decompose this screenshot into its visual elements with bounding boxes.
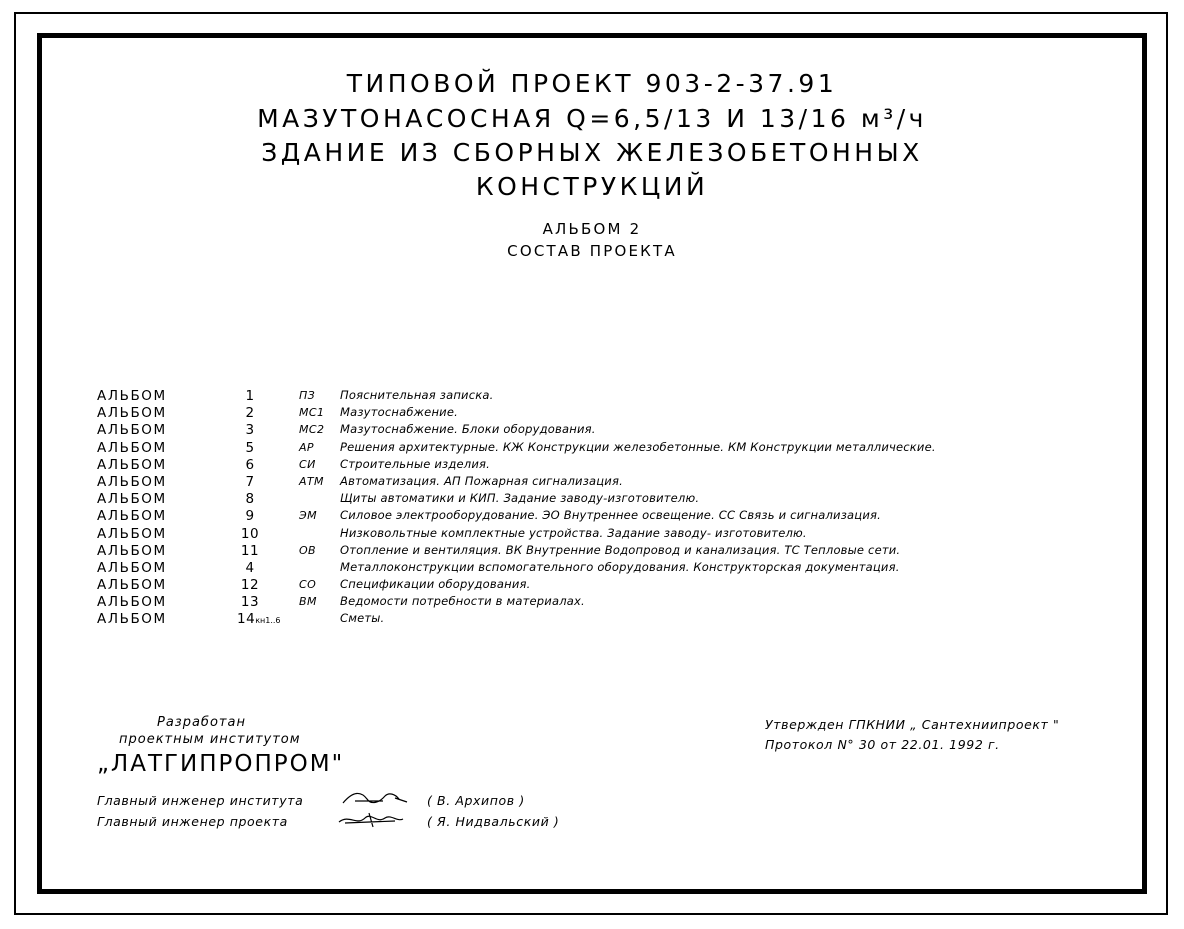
signature-mark-icon xyxy=(335,810,425,830)
album-description: Мазутоснабжение. xyxy=(340,405,458,420)
album-description: Щиты автоматики и КИП. Задание заводу-изготовителю. xyxy=(340,491,700,506)
album-description: Металлоконструкции вспомогательного оборудования. Конструкторская документация. xyxy=(340,559,900,574)
album-description: Решения архитектурные. КЖ Конструкции железобетонные. КМ Конструкции металлические. xyxy=(340,439,936,454)
album-word: АЛЬБОМ xyxy=(97,491,167,508)
signature-title: Главный инженер проекта xyxy=(97,814,288,829)
album-number-cell: 7 xyxy=(245,473,255,490)
list-item xyxy=(97,594,1117,611)
album-code: ПЗ xyxy=(299,389,316,402)
album-subtitle: СОСТАВ ПРОЕКТА xyxy=(507,242,677,260)
album-heading xyxy=(47,218,1137,262)
list-item xyxy=(97,491,1117,508)
list-item xyxy=(97,543,1117,560)
album-description: Сметы. xyxy=(340,611,385,626)
sheet-content xyxy=(47,43,1137,884)
album-number-cell: 3 xyxy=(245,422,255,439)
list-item xyxy=(97,405,1117,422)
album-word: АЛЬБОМ xyxy=(97,611,167,628)
signature-name: ( В. Архипов ) xyxy=(427,793,525,808)
album-number-cell: 6 xyxy=(245,456,255,473)
album-description: Спецификации оборудования. xyxy=(340,577,531,592)
album-word: АЛЬБОМ xyxy=(97,422,167,439)
album-description: Силовое электрооборудование. ЭО Внутреннее освещение. СС Связь и сигнализация. xyxy=(340,508,881,523)
album-code: АР xyxy=(299,440,314,454)
list-item xyxy=(97,560,1117,577)
album-number: АЛЬБОМ 2 xyxy=(542,220,642,238)
album-description: Строительные изделия. xyxy=(340,456,490,471)
organization-name: „ЛАТГИПРОПРОМ" xyxy=(97,751,345,777)
album-word: АЛЬБОМ xyxy=(97,388,167,404)
list-item xyxy=(97,422,1117,439)
list-item xyxy=(97,577,1117,594)
title-line-2: МАЗУТОНАСОСНАЯ Q=6,5/13 И 13/16 м³/ч xyxy=(257,104,927,133)
list-item xyxy=(97,474,1117,491)
developed-by-line-2: проектным институтом xyxy=(119,732,301,747)
approval-block xyxy=(765,715,1145,755)
album-code: ЭМ xyxy=(299,509,317,523)
album-word: АЛЬБОМ xyxy=(97,405,167,422)
protocol-line: Протокол N° 30 от 22.01. 1992 г. xyxy=(765,737,1000,752)
album-description: Пояснительная записка. xyxy=(340,388,494,402)
album-code: ВМ xyxy=(299,595,317,609)
list-item xyxy=(97,526,1117,543)
album-number-cell: 11 xyxy=(240,542,260,559)
title-line-1: ТИПОВОЙ ПРОЕКТ 903-2-37.91 xyxy=(346,69,838,98)
signature-name: ( Я. Нидвальский ) xyxy=(427,814,560,829)
album-word: АЛЬБОМ xyxy=(97,525,167,542)
album-description: Низковольтные комплектные устройства. Задание заводу- изготовителю. xyxy=(340,525,807,540)
signature-row xyxy=(97,814,657,835)
album-code: АТМ xyxy=(299,474,324,488)
title-block xyxy=(47,69,1137,202)
album-number-cell: 14кн1..6 xyxy=(237,611,281,628)
album-description: Автоматизация. АП Пожарная сигнализация. xyxy=(340,473,623,488)
album-number-cell: 4 xyxy=(245,559,255,576)
list-item xyxy=(97,388,1117,405)
album-number-cell: 13 xyxy=(240,594,260,611)
list-item xyxy=(97,611,1117,628)
album-word: АЛЬБОМ xyxy=(97,508,167,525)
album-number-cell: 8 xyxy=(245,491,255,508)
developer-block xyxy=(97,715,657,835)
signature-mark-icon xyxy=(335,789,425,809)
approved-by-line: Утвержден ГПКНИИ „ Сантехниипроект " xyxy=(765,717,1060,732)
album-word: АЛЬБОМ xyxy=(97,456,167,473)
album-number-cell: 2 xyxy=(245,405,255,422)
album-number-cell: 1 xyxy=(245,388,255,404)
title-line-3: ЗДАНИЕ ИЗ СБОРНЫХ ЖЕЛЕЗОБЕТОННЫХ xyxy=(261,138,923,167)
album-word: АЛЬБОМ xyxy=(97,542,167,559)
album-code: СО xyxy=(299,578,317,592)
album-word: АЛЬБОМ xyxy=(97,594,167,611)
album-number-cell: 5 xyxy=(245,439,255,456)
list-item xyxy=(97,508,1117,525)
album-description: Мазутоснабжение. Блоки оборудования. xyxy=(340,422,596,437)
album-word: АЛЬБОМ xyxy=(97,473,167,490)
album-word: АЛЬБОМ xyxy=(97,577,167,594)
title-line-4: КОНСТРУКЦИЙ xyxy=(475,172,709,201)
album-description: Ведомости потребности в материалах. xyxy=(340,594,585,609)
list-item xyxy=(97,440,1117,457)
album-code: ОВ xyxy=(299,543,317,557)
album-code: СИ xyxy=(299,457,316,471)
album-number-cell: 12 xyxy=(240,577,260,594)
signature-title: Главный инженер института xyxy=(97,793,304,808)
album-description: Отопление и вентиляция. ВК Внутренние Водопровод и канализация. ТС Тепловые сети. xyxy=(340,542,901,557)
album-code: МС2 xyxy=(299,423,325,437)
album-number-cell: 9 xyxy=(245,508,255,525)
album-word: АЛЬБОМ xyxy=(97,559,167,576)
album-word: АЛЬБОМ xyxy=(97,439,167,456)
album-list xyxy=(97,388,1117,629)
list-item xyxy=(97,457,1117,474)
album-number-cell: 10 xyxy=(240,525,260,542)
album-code: МС1 xyxy=(299,406,325,420)
signature-list xyxy=(97,793,657,835)
developed-by-line-1: Разработан xyxy=(157,715,246,730)
